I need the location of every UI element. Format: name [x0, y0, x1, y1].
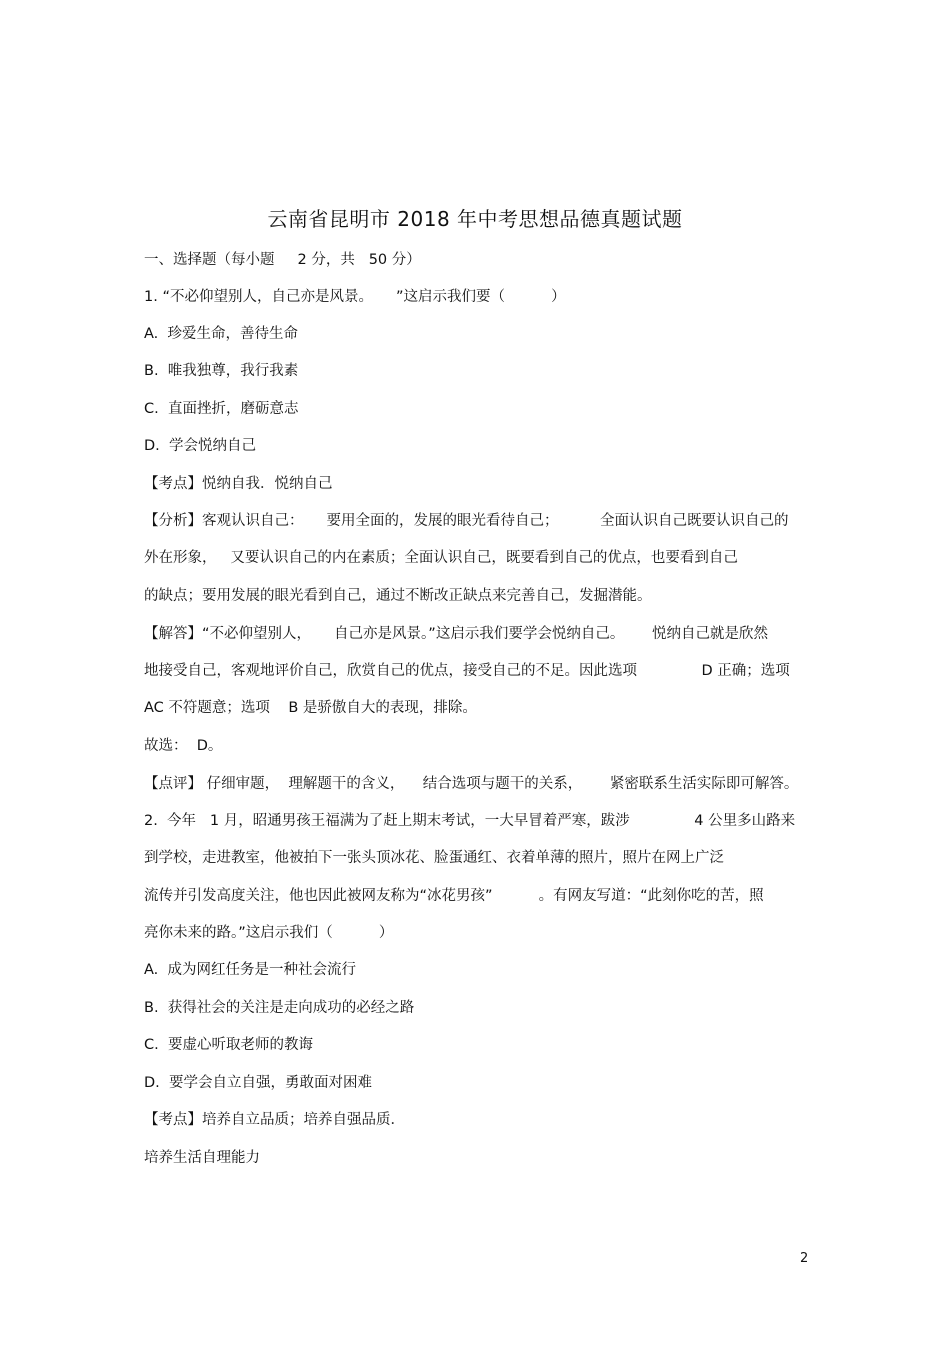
question-1-option-b: B. 唯我独尊，我行我素: [144, 363, 299, 379]
question-2-option-b: B. 获得社会的关注是走向成功的必经之路: [144, 1000, 415, 1016]
question-1-fenxi-line-3: 的缺点；要用发展的眼光看到自己，通过不断改正缺点来完善自己，发掘潜能。: [144, 588, 652, 604]
question-1-option-d: D. 学会悦纳自己: [144, 438, 256, 454]
question-2-stem-line-3: 流传并引发高度关注，他也因此被网友称为“冰花男孩” 。有网友写道：“此刻你吃的苦，照: [144, 888, 764, 904]
question-1-jieda-line-2: 地接受自己，客观地评价自己，欣赏自己的优点，接受自己的不足。因此选项 D 正确；选项: [144, 663, 790, 679]
question-2-stem-line-2: 到学校，走进教室，他被拍下一张头顶冰花、脸蛋通红、衣着单薄的照片，照片在网上广泛: [144, 850, 724, 866]
question-1-stem: 1. “不必仰望别人，自己亦是风景。 ”这启示我们要（ ）: [144, 289, 566, 305]
page-number: 2: [800, 1251, 809, 1266]
question-1-jieda-line-1: 【解答】“不必仰望别人， 自己亦是风景。”这启示我们要学会悦纳自己。 悦纳自己就是欣然: [144, 626, 768, 642]
document-title: 云南省昆明市 2018 年中考思想品德真题试题: [267, 207, 683, 231]
section-heading: 一、选择题（每小题 2 分，共 50 分）: [144, 252, 421, 268]
question-1-kaodian: 【考点】悦纳自我．悦纳自己: [144, 476, 333, 492]
question-1-fenxi-line-1: 【分析】客观认识自己： 要用全面的，发展的眼光看待自己； 全面认识自己既要认识自己的: [144, 513, 789, 529]
question-2-stem-line-1: 2. 今年 1 月，昭通男孩王福满为了赶上期末考试，一大早冒着严寒，跋涉 4 公里多山路来: [144, 813, 796, 829]
question-1-dianping: 【点评】 仔细审题， 理解题干的含义， 结合选项与题干的关系， 紧密联系生活实际即可解答。: [144, 776, 799, 792]
question-2-kaodian: 【考点】培养自立品质；培养自强品质．: [144, 1112, 405, 1128]
question-2-stem-line-4: 亮你未来的路。”这启示我们（ ）: [144, 925, 394, 941]
question-1-jieda-line-3: AC 不符题意；选项 B 是骄傲自大的表现，排除。: [144, 700, 477, 716]
question-1-answer: 故选： D。: [144, 738, 223, 754]
question-1-option-c: C. 直面挫折，磨砺意志: [144, 401, 299, 417]
question-2-kaodian-cont: 培养生活自理能力: [144, 1150, 260, 1166]
question-1-option-a: A. 珍爱生命，善待生命: [144, 326, 298, 342]
question-2-option-a: A. 成为网红任务是一种社会流行: [144, 962, 356, 978]
question-1-fenxi-line-2: 外在形象， 又要认识自己的内在素质；全面认识自己，既要看到自己的优点，也要看到自己: [144, 550, 738, 566]
question-2-option-d: D. 要学会自立自强，勇敢面对困难: [144, 1075, 372, 1091]
question-2-option-c: C. 要虚心听取老师的教诲: [144, 1037, 313, 1053]
